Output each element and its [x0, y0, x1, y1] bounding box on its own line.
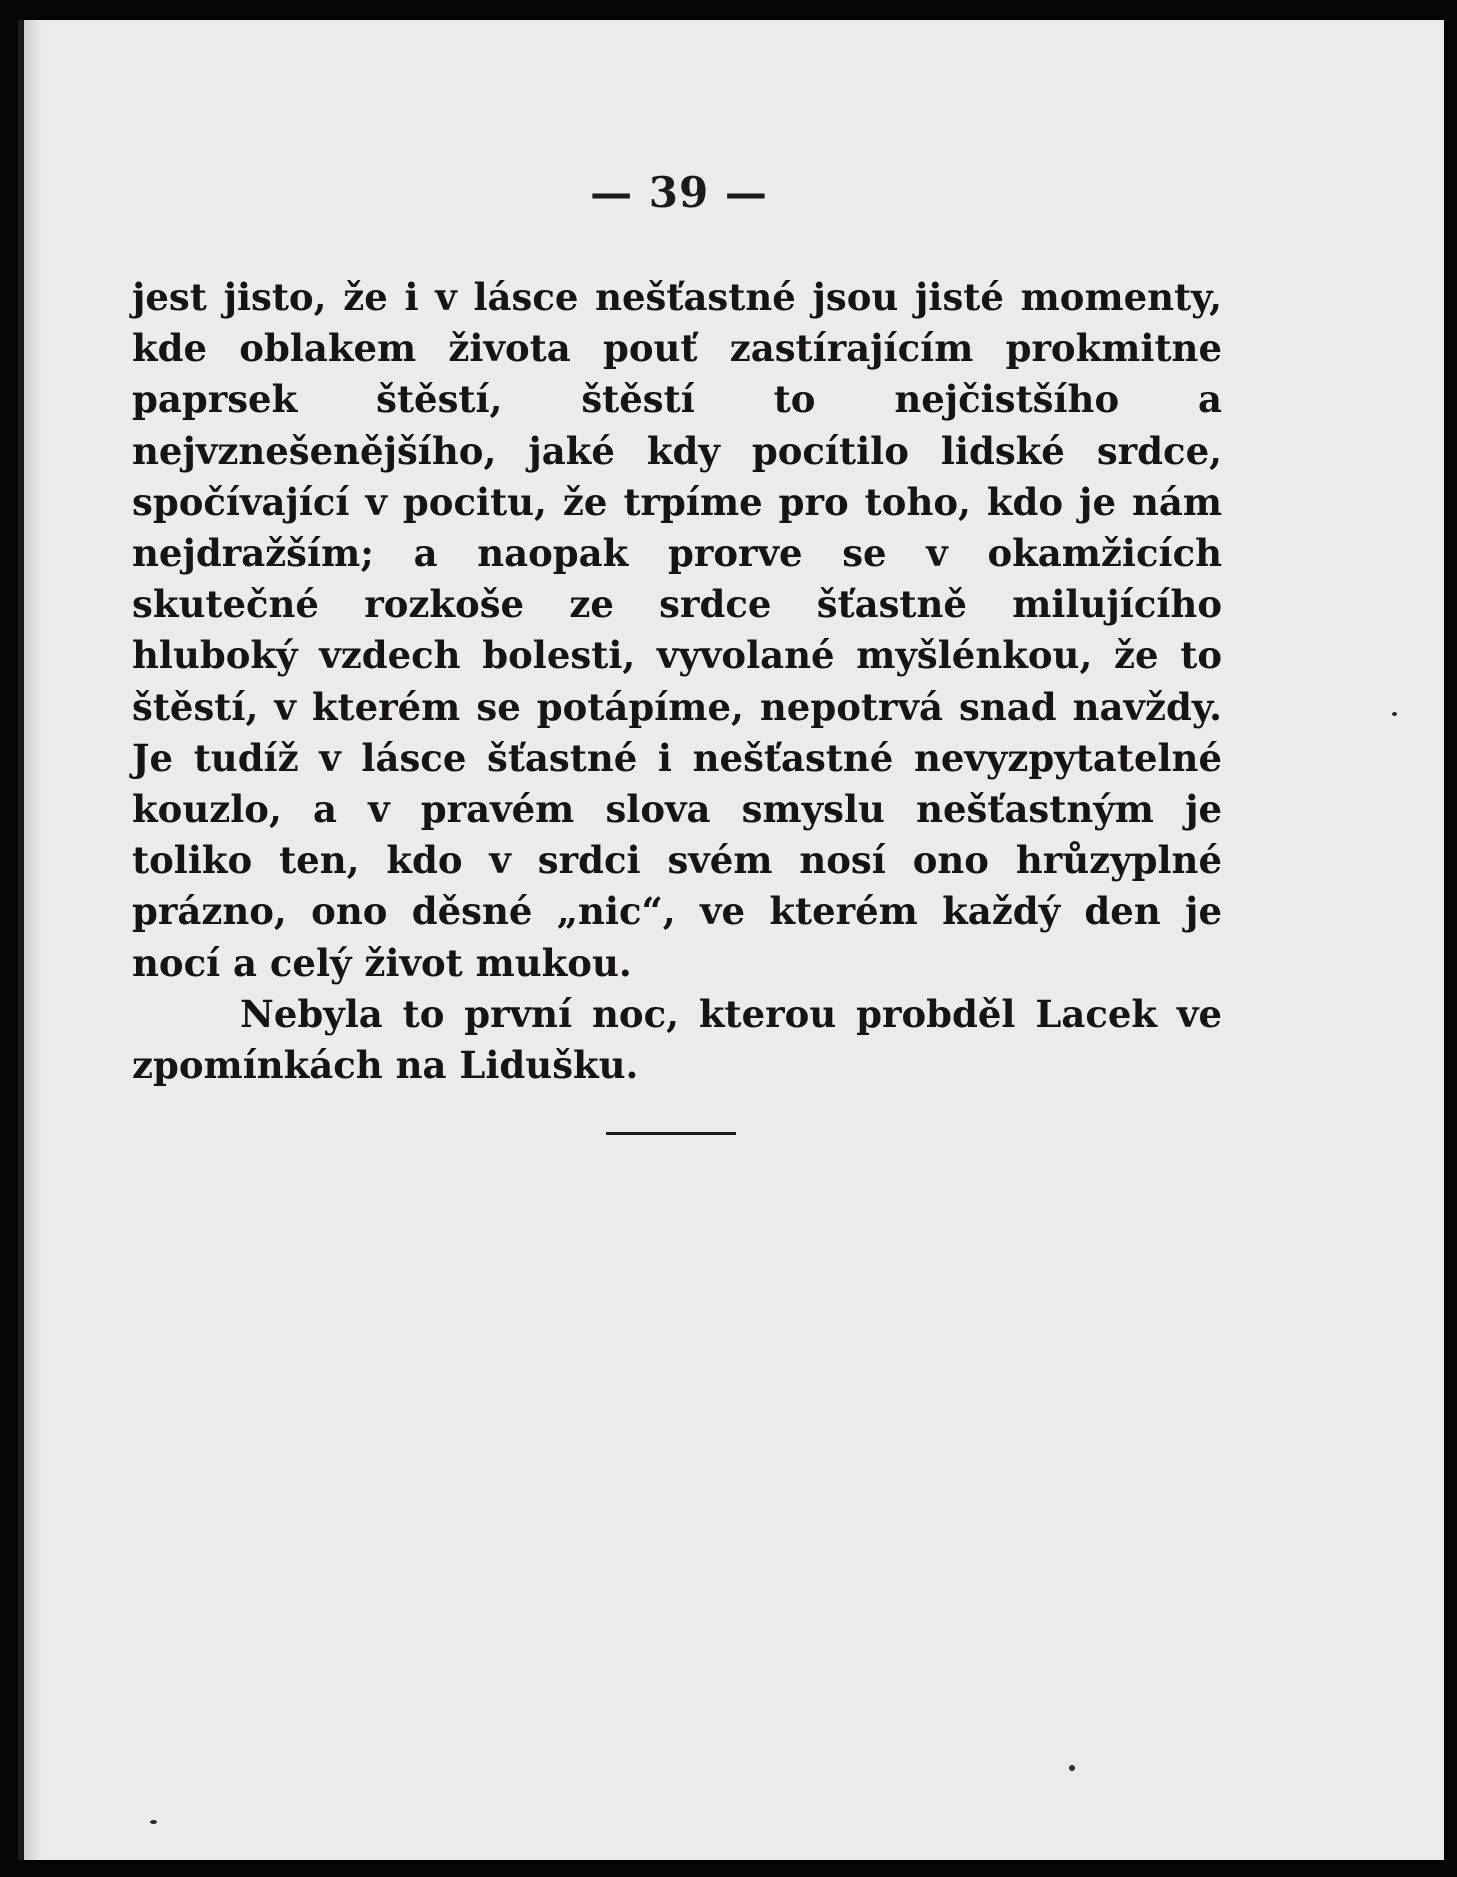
- paper-speck: [1069, 1765, 1075, 1771]
- paragraph-1: jest jisto, že i v lásce nešťastné jsou jisté momenty, kde oblakem života pouť zastírajícím prokmitne paprsek štěstí, štěstí to nejčistšího a nejvznešenějšího, jaké kdy pocítilo lidské srdce, spočívající v pocitu, že trpíme pro toho, kdo je nám nejdražším; a naopak prorve se v okamžicích skutečné rozkoše ze srdce šťastně milujícího hluboký vzdech bolesti, vyvolané myšlénkou, že to štěstí, v kterém se potápíme, nepotrvá snad navždy. Je tudíž v lásce šťastné i nešťastné nevyzpytatelné kouzlo, a v pravém slova smyslu nešťastným je toliko ten, kdo v srdci svém nosí ono hrůzyplné prázno, ono děsné „nic“, ve kterém každý den je nocí a celý život mukou.: [132, 275, 1222, 985]
- body-text: [132, 272, 1222, 1091]
- page-number: — 39 —: [590, 168, 768, 217]
- spine-shadow: [24, 20, 42, 1860]
- paper-speck: [1392, 712, 1397, 716]
- paper-speck: [150, 1820, 157, 1824]
- paragraph-2: Nebyla to první noc, kterou probděl Lacek ve zpomínkách na Lidušku.: [132, 991, 1222, 1088]
- section-end-rule: [606, 1132, 736, 1135]
- book-page: [18, 20, 1444, 1860]
